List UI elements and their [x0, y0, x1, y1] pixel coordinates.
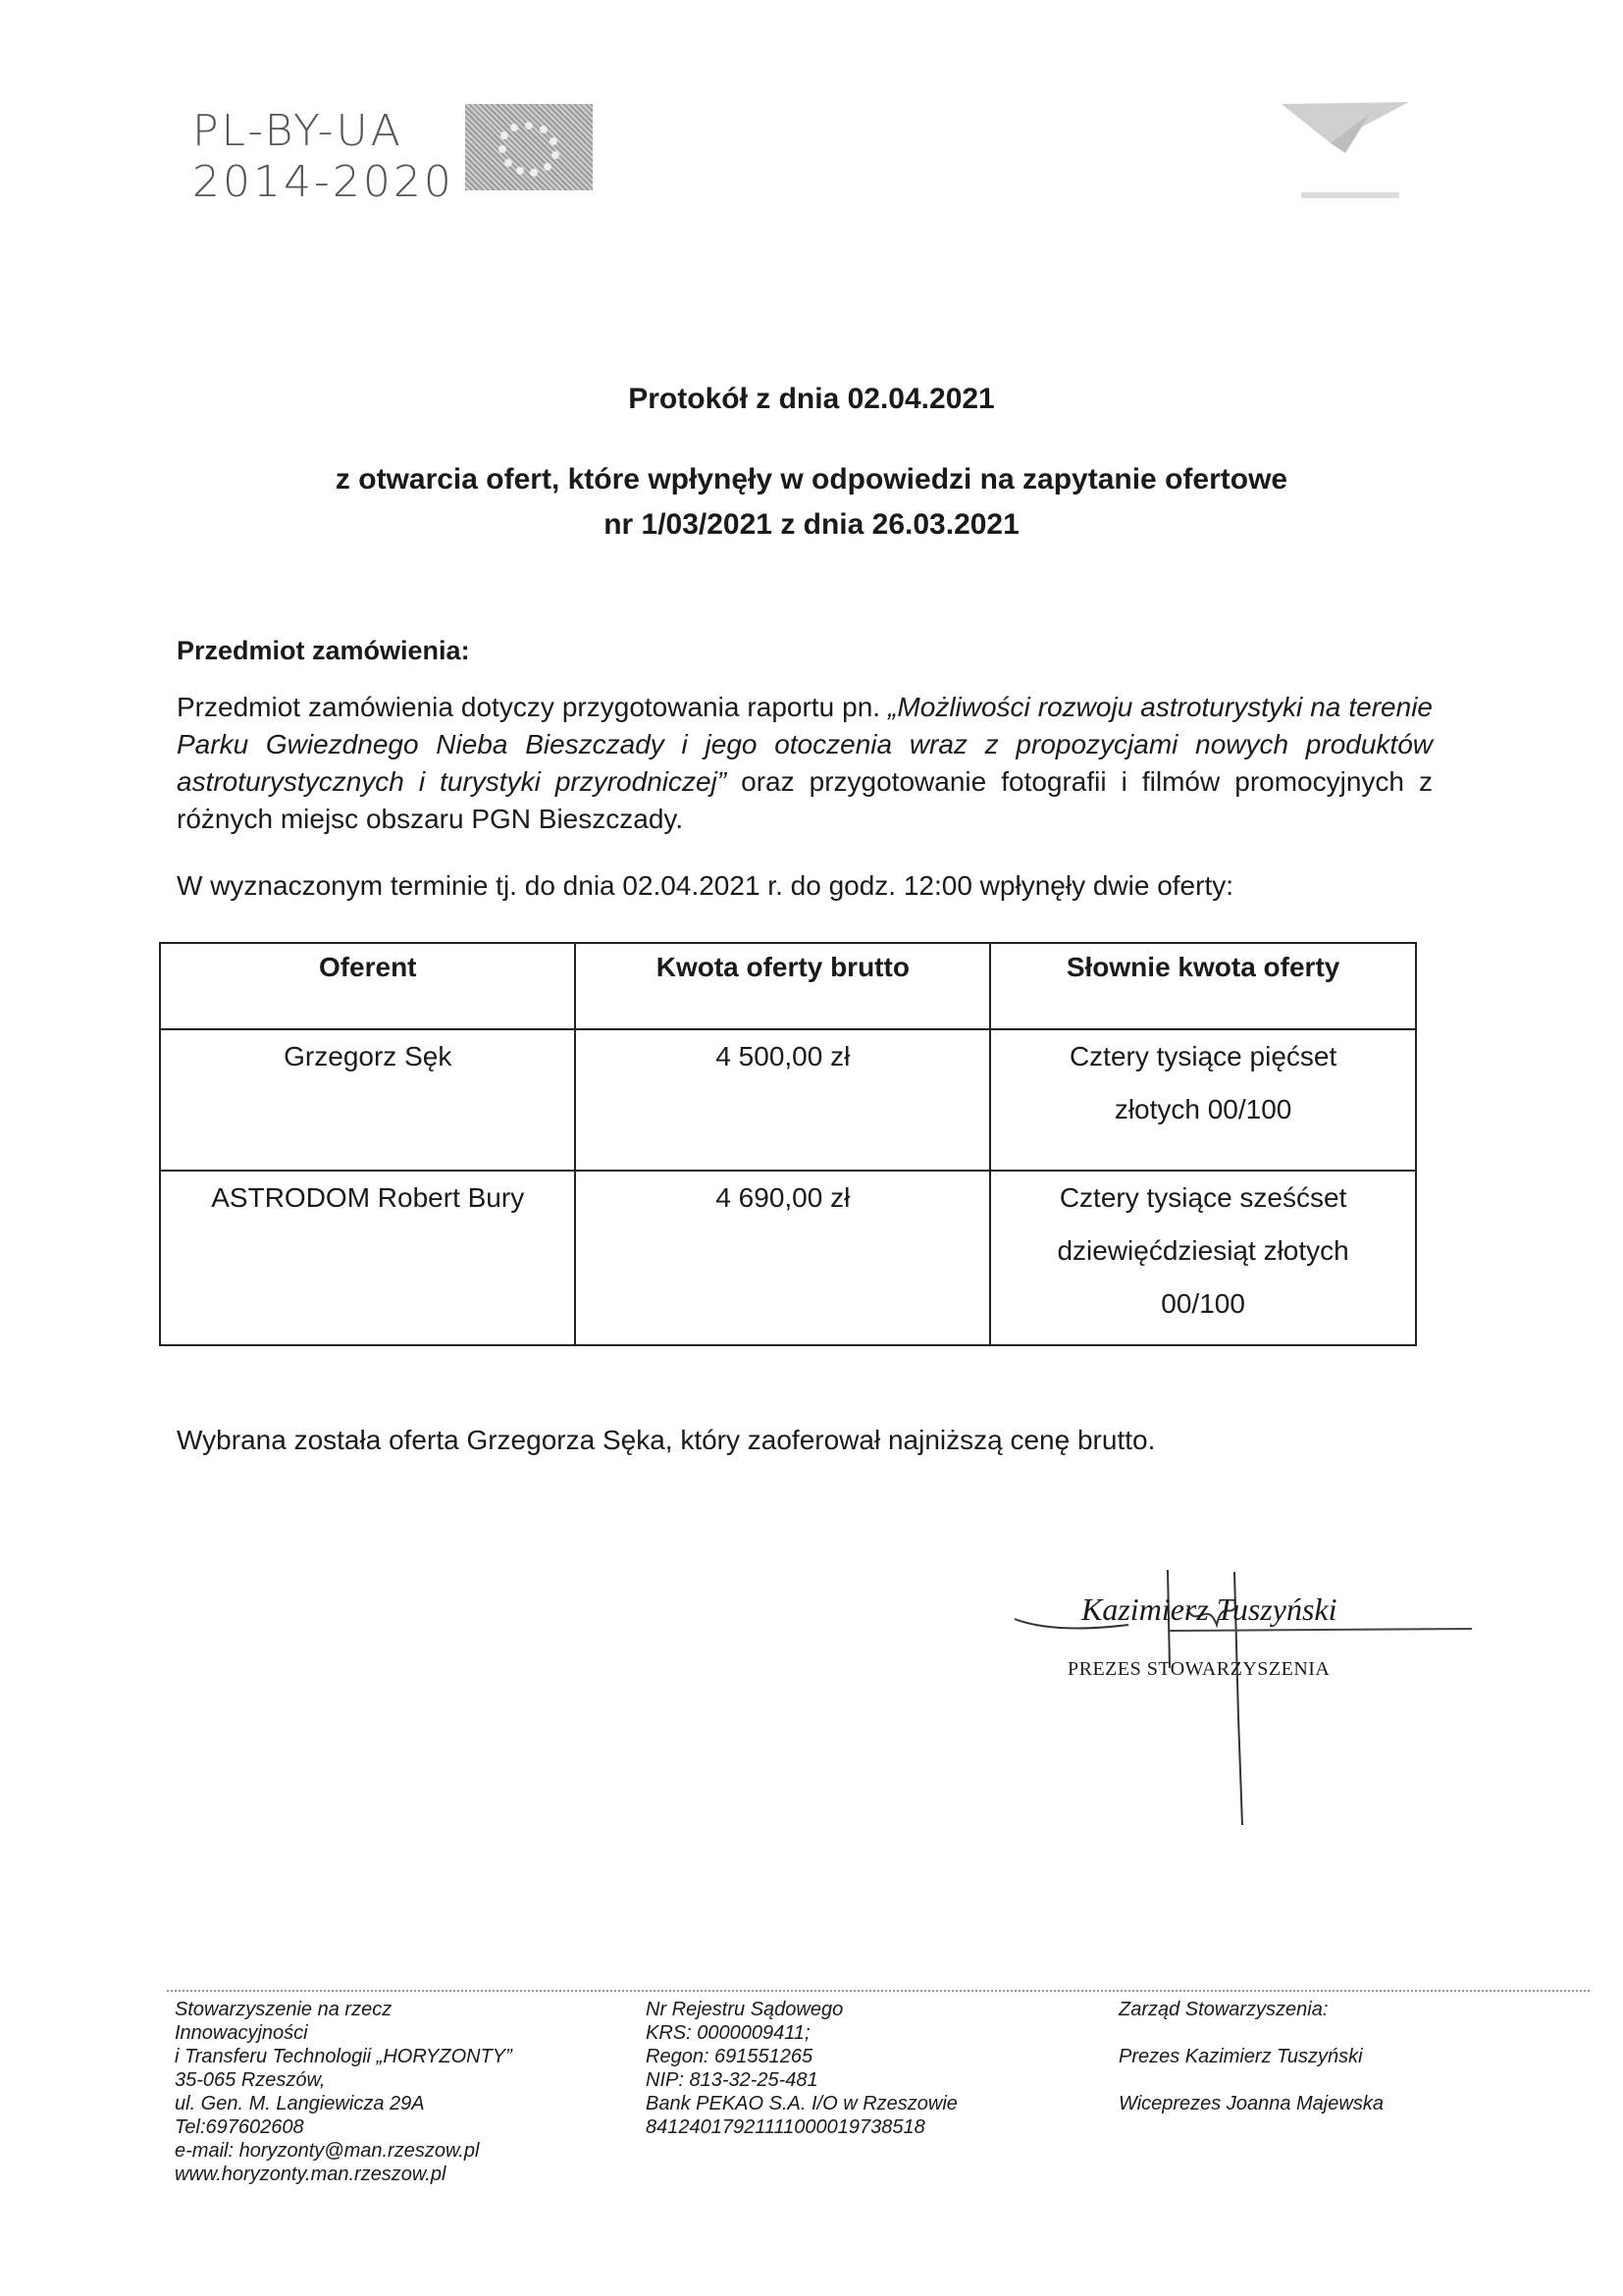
- header-amount: Kwota oferty brutto: [575, 943, 990, 1029]
- program-logo-text: [192, 106, 454, 208]
- footer-line: Wiceprezes Joanna Majewska: [1119, 2093, 1384, 2114]
- footer-line: Tel:697602608: [175, 2116, 304, 2138]
- footer-line: Innowacyjności: [175, 2022, 308, 2044]
- signatory-name: Kazimierz Tuszyński: [1081, 1592, 1337, 1627]
- footer-line: i Transferu Technologii „HORYZONTY”: [175, 2046, 512, 2067]
- bidder-cell: ASTRODOM Robert Bury: [160, 1171, 575, 1345]
- footer-line: Nr Rejestru Sądowego: [646, 1999, 844, 2020]
- footer-line: 35-065 Rzeszów,: [175, 2069, 326, 2091]
- footer-divider: [167, 1990, 1590, 1992]
- document-subtitle: [0, 457, 1623, 548]
- document-title: Protokół z dnia 02.04.2021: [628, 383, 995, 415]
- footer-line: Regon: 691551265: [646, 2046, 813, 2067]
- footer-line: Stowarzyszenie na rzecz: [175, 1999, 393, 2020]
- offers-table: [159, 942, 1417, 1346]
- amount-words-line: Cztery tysiące pięćset: [1069, 1041, 1337, 1071]
- footer-address: [175, 1998, 606, 2186]
- report-title: „Możliwości rozwoju astroturystyki na terenie Parku Gwiezdnego Nieba Bieszczady i jego otoczenia wraz z propozycjami nowych produktów astroturystycznych i turystyki przyrodniczej”: [177, 692, 1433, 797]
- footer-email: e-mail: horyzonty@man.rzeszow.pl: [175, 2140, 480, 2162]
- amount-cell: 4 500,00 zł: [575, 1029, 990, 1171]
- footer-line: Prezes Kazimierz Tuszyński: [1119, 2046, 1363, 2067]
- footer-line: Bank PEKAO S.A. I/O w Rzeszowie: [646, 2093, 958, 2114]
- footer-website: www.horyzonty.man.rzeszow.pl: [175, 2164, 446, 2185]
- amount-words-cell: [990, 1029, 1416, 1171]
- amount-cell: 4 690,00 zł: [575, 1171, 990, 1345]
- footer-line: KRS: 0000009411;: [646, 2022, 811, 2044]
- amount-words-line: Cztery tysiące sześćset: [1059, 1182, 1347, 1213]
- deadline-statement: W wyznaczonym terminie tj. do dnia 02.04.2021 r. do godz. 12:00 wpłynęły dwie oferty:: [177, 870, 1234, 901]
- description-tail: oraz przygotowanie fotografii i filmów promocyjnych z różnych miejsc obszaru PGN Bieszczady.: [177, 766, 1434, 834]
- eu-flag-logo: [465, 104, 593, 190]
- footer-board: [1119, 1998, 1550, 2115]
- footer-line: ul. Gen. M. Langiewicza 29A: [175, 2093, 425, 2114]
- order-description: [177, 689, 1433, 838]
- horyzonty-logo: [1272, 94, 1419, 212]
- conclusion-text: Wybrana została oferta Grzegorza Sęka, który zaoferował najniższą cenę brutto.: [177, 1425, 1156, 1455]
- footer-line: 84124017921111000019738518: [646, 2116, 925, 2138]
- amount-words-cell: [990, 1171, 1416, 1345]
- signatory-title: PREZES STOWARZYSZENIA: [1068, 1658, 1331, 1680]
- bidder-cell: Grzegorz Sęk: [160, 1029, 575, 1171]
- subtitle-line-2: nr 1/03/2021 z dnia 26.03.2021: [603, 508, 1020, 541]
- header-amount-words: Słownie kwota oferty: [990, 943, 1416, 1029]
- header-bidder: Oferent: [160, 943, 575, 1029]
- footer-line: Zarząd Stowarzyszenia:: [1119, 1999, 1329, 2020]
- program-period: 2014-2020: [192, 157, 454, 207]
- program-name: PL-BY-UA: [192, 106, 403, 156]
- table-row: [160, 1171, 1416, 1345]
- footer-line: NIP: 813-32-25-481: [646, 2069, 818, 2091]
- amount-words-line: dziewięćdziesiąt złotych: [1057, 1235, 1349, 1266]
- footer-registry: [646, 1998, 1077, 2139]
- subtitle-line-1: z otwarcia ofert, które wpłynęły w odpowiedzi na zapytanie ofertowe: [335, 463, 1288, 496]
- table-header-row: [160, 943, 1416, 1029]
- table-row: [160, 1029, 1416, 1171]
- description-lead: Przedmiot zamówienia dotyczy przygotowania raportu pn.: [177, 692, 889, 722]
- section-heading: Przedmiot zamówienia:: [177, 636, 470, 665]
- amount-words-line: złotych 00/100: [1114, 1094, 1292, 1124]
- amount-words-line: 00/100: [1161, 1288, 1245, 1319]
